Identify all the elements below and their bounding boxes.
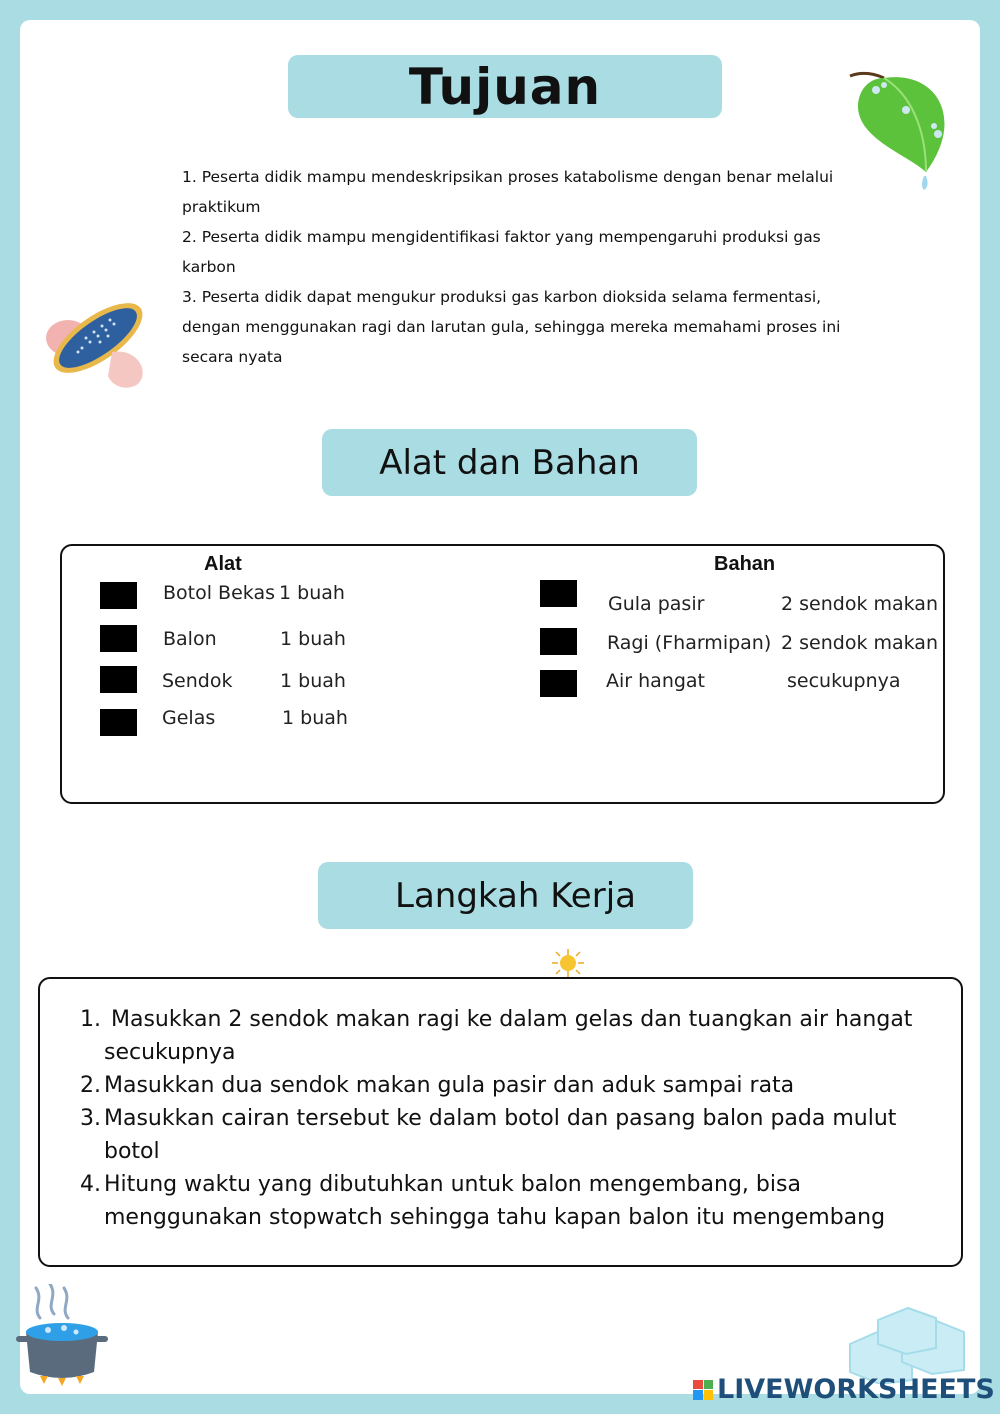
ice-cubes-icon (842, 1304, 982, 1384)
bahan-checkbox[interactable] (540, 580, 577, 607)
alat-heading: Alat (204, 553, 242, 575)
step-number: 1. (80, 1007, 101, 1032)
step-item (80, 1102, 930, 1168)
petri-dish-hand-icon (42, 292, 152, 392)
alat-item-qty: 1 buah (279, 582, 345, 604)
brand-text: LIVEWORKSHEETS (717, 1374, 995, 1405)
step-text: Masukkan 2 sendok makan ragi ke dalam gelas dan tuangkan air hangat secukupnya (104, 1007, 920, 1065)
step-number: 4. (80, 1172, 101, 1197)
leaf-icon (846, 68, 958, 194)
step-item (80, 1168, 930, 1234)
bahan-item-name: Air hangat (606, 670, 706, 692)
alat-item-qty: 1 buah (280, 628, 346, 650)
sun-icon (550, 947, 586, 979)
tujuan-item-1: 1. Peserta didik mampu mendeskripsikan proses katabolisme dengan benar melalui praktikum (182, 168, 834, 216)
bahan-checkbox[interactable] (540, 670, 577, 697)
bahan-item-name: Gula pasir (608, 593, 705, 615)
bahan-checkbox[interactable] (540, 628, 577, 655)
step-number: 2. (80, 1073, 101, 1098)
bahan-item-qty: 2 sendok makan (781, 593, 938, 615)
langkah-kerja-list (80, 1003, 930, 1234)
step-item (80, 1003, 930, 1069)
langkah-kerja-title: Langkah Kerja (318, 862, 693, 929)
alat-bahan-title: Alat dan Bahan (322, 429, 697, 496)
tujuan-item-3: 3. Peserta didik dapat mengukur produksi gas karbon dioksida selama fermentasi, dengan menggunakan ragi dan larutan gula, sehingga mereka memahami proses ini secara nyata (182, 288, 841, 366)
step-text: Masukkan cairan tersebut ke dalam botol dan pasang balon pada mulut botol (104, 1106, 897, 1164)
step-item (80, 1069, 930, 1102)
alat-item-qty: 1 buah (282, 707, 348, 729)
step-text: Hitung waktu yang dibutuhkan untuk balon mengembang, bisa menggunakan stopwatch sehingga tahu kapan balon itu mengembang (104, 1172, 886, 1230)
bahan-heading: Bahan (714, 553, 776, 575)
alat-item-name: Balon (163, 628, 217, 650)
tujuan-item-2: 2. Peserta didik mampu mengidentifikasi faktor yang mempengaruhi produksi gas karbon (182, 228, 821, 276)
tujuan-title: Tujuan (288, 55, 722, 118)
alat-item-name: Botol Bekas (163, 582, 275, 604)
step-number: 3. (80, 1106, 101, 1131)
alat-checkbox[interactable] (100, 666, 137, 693)
alat-item-name: Sendok (162, 670, 233, 692)
alat-checkbox[interactable] (100, 625, 137, 652)
step-text: Masukkan dua sendok makan gula pasir dan aduk sampai rata (104, 1073, 795, 1098)
liveworksheets-logo-icon (693, 1380, 713, 1400)
bahan-item-qty: 2 sendok makan (781, 632, 938, 654)
alat-item-name: Gelas (162, 707, 216, 729)
alat-checkbox[interactable] (100, 709, 137, 736)
alat-item-qty: 1 buah (280, 670, 346, 692)
tujuan-list (182, 162, 852, 372)
alat-checkbox[interactable] (100, 582, 137, 609)
boiling-pot-icon (14, 1284, 110, 1388)
bahan-item-name: Ragi (Fharmipan) (607, 632, 772, 654)
liveworksheets-brand (693, 1374, 995, 1405)
bahan-item-qty: secukupnya (787, 670, 901, 692)
